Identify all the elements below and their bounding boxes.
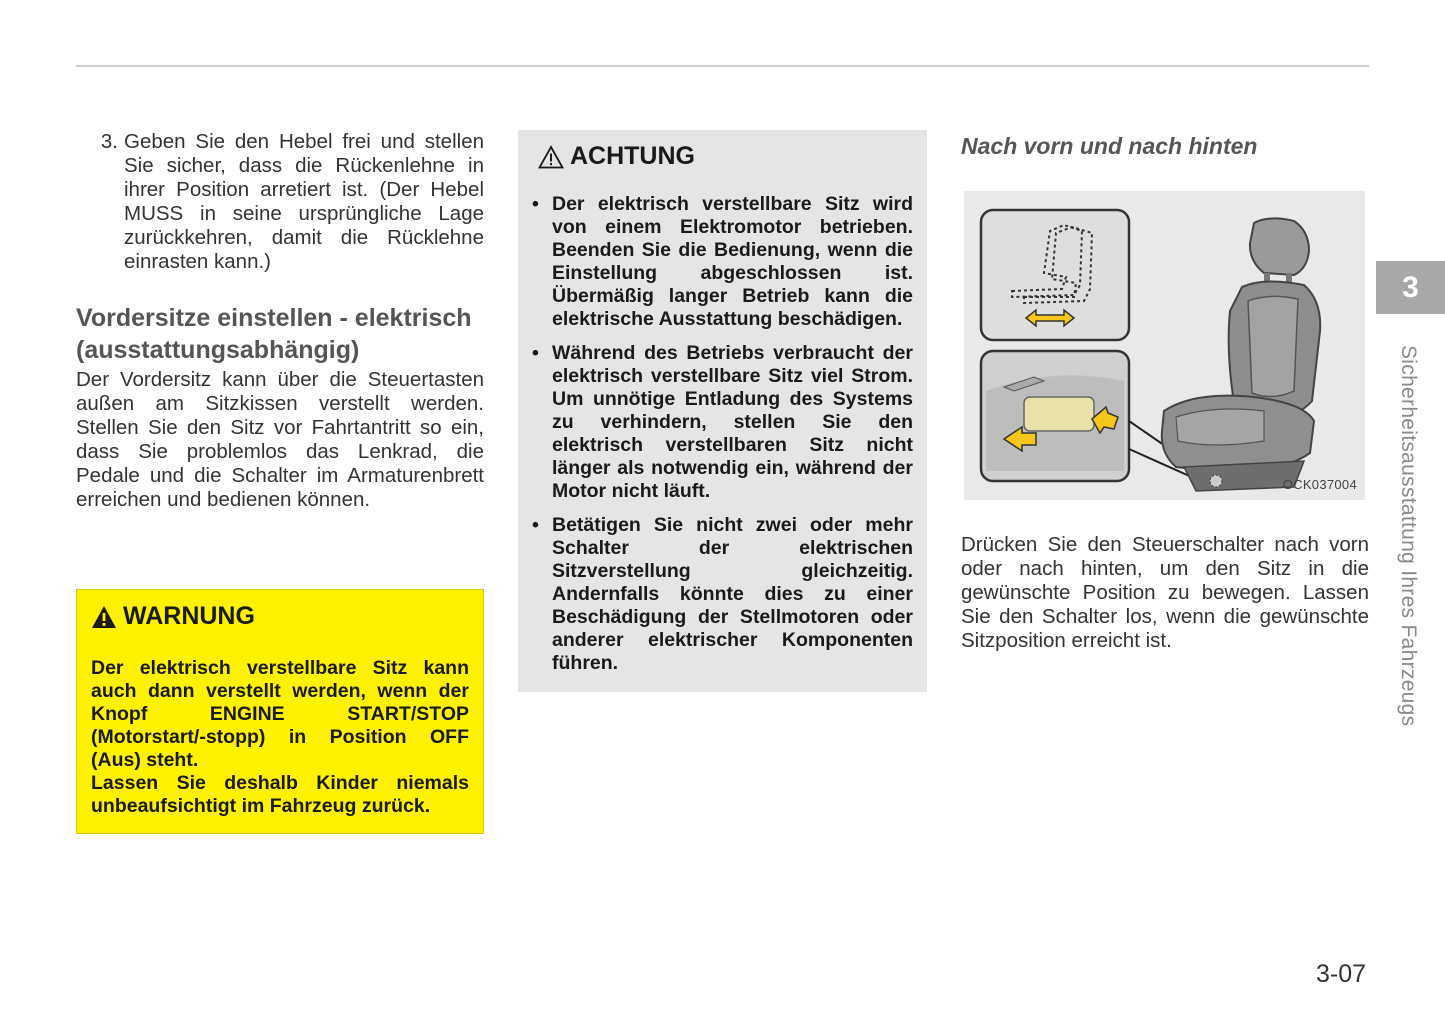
inset-movement-diagram — [981, 210, 1129, 340]
section-body: Der Vordersitz kann über die Steuertasten außen am Sitzkissen verstellt werden. Stellen Sie den Sitz vor Fahrtantritt so ein, dass Sie problemlos das Lenkrad, die Pedale und die Schalter im Armaturenbrett erreichen und bedienen können. — [76, 368, 484, 511]
step-number: 3. — [100, 130, 118, 153]
step-3 — [76, 130, 484, 274]
caution-list — [538, 193, 913, 675]
warning-box — [76, 589, 484, 834]
step-text: Geben Sie den Hebel frei und stellen Sie sicher, dass die Rückenlehne in ihrer Position arretiert ist. (Der Hebel MUSS in seine ursprüngliche Lage zurückkehren, damit die Rücklehne einrasten kann.) — [124, 130, 484, 273]
subsection-title: Nach vorn und nach hinten — [961, 133, 1258, 159]
caution-item: • Der elektrisch verstellbare Sitz wird von einem Elektromotor betrieben. Beenden Sie die Bedienung, wenn die Einstellung abgeschlossen ist. Übermäßig langer Betrieb kann die elektrische Ausstattung beschädigen. — [538, 193, 913, 331]
chapter-title-vertical: Sicherheitsausstattung Ihres Fahrzeugs — [1397, 345, 1420, 727]
warning-title: WARNUNG — [123, 602, 255, 630]
caution-item: • Während des Betriebs verbraucht der elektrisch verstellbare Sitz viel Strom. Um unnötige Entladung des Systems zu verhindern, stellen Sie den elektrisch verstellbaren Sitz nicht länger als notwendig ein, während der Motor nicht läuft. — [538, 342, 913, 503]
seat-drawing — [964, 191, 1365, 500]
seat-illustration — [964, 191, 1365, 500]
caution-header — [538, 142, 913, 171]
section-title: Vordersitze einstellen - elektrisch (ausstattungsabhängig) — [76, 304, 472, 364]
chapter-tab: 3 — [1376, 261, 1445, 314]
caution-triangle-icon — [538, 145, 564, 169]
warning-header — [91, 602, 469, 631]
warning-triangle-icon — [91, 605, 117, 629]
caution-box — [518, 130, 927, 692]
inset-switch-closeup — [981, 351, 1129, 481]
caution-title: ACHTUNG — [570, 142, 695, 170]
figure-code: OCK037004 — [1282, 477, 1357, 492]
warning-text — [91, 657, 469, 818]
page-number: 3-07 — [1316, 960, 1367, 988]
subsection-body: Drücken Sie den Steuerschalter nach vorn oder nach hinten, um den Sitz in die gewünschte Position zu bewegen. Lassen Sie den Schalter los, wenn die gewünschte Sitzposition erreicht ist. — [961, 533, 1369, 652]
warning-paragraph: Lassen Sie deshalb Kinder niemals unbeaufsichtigt im Fahrzeug zurück. — [91, 772, 469, 817]
caution-item: • Betätigen Sie nicht zwei oder mehr Schalter der elektrischen Sitzverstellung gleichzeitig. Andernfalls könnte dies zu einer Beschädigung der Stellmotoren oder anderer elektrischer Komponenten führen. — [538, 514, 913, 675]
right-column — [961, 130, 1369, 652]
warning-paragraph: Der elektrisch verstellbare Sitz kann auch dann verstellt werden, wenn der Knopf ENGINE START/STOP (Motorstart/-stopp) in Position OFF (Aus) steht. — [91, 657, 469, 771]
top-divider — [76, 65, 1369, 67]
left-column — [76, 130, 484, 512]
